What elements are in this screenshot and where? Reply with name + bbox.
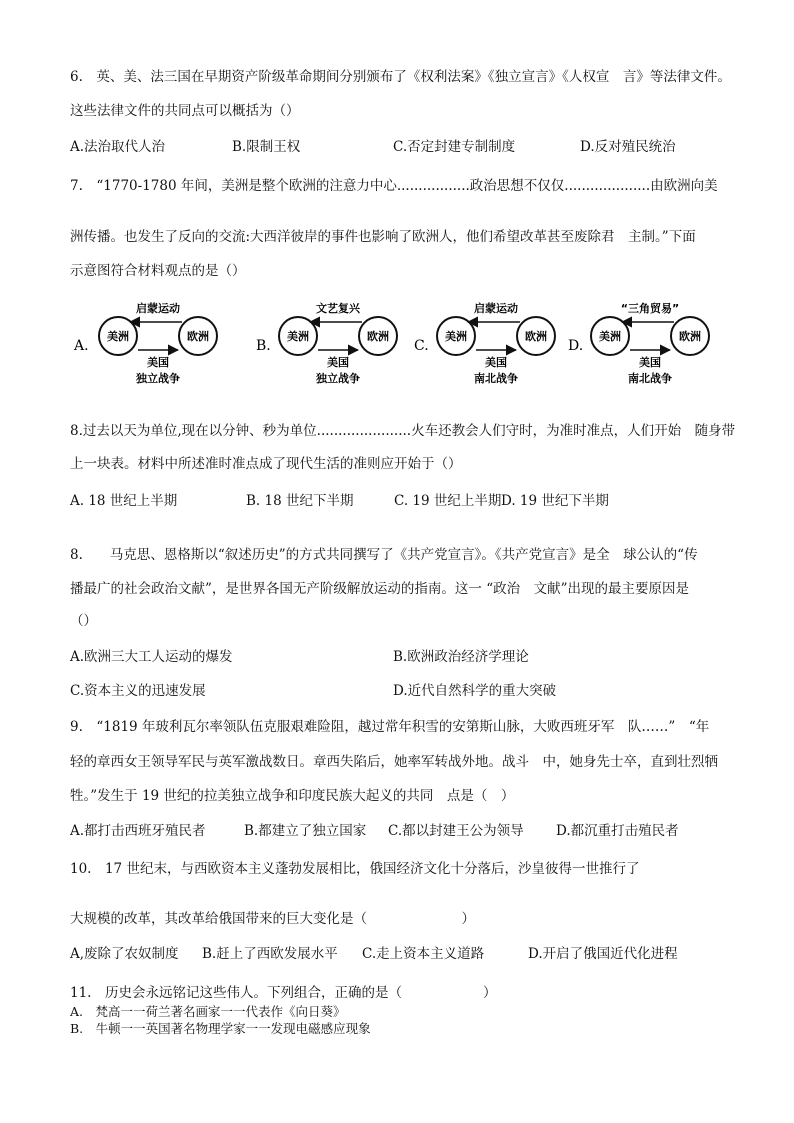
q6-option-d: D.反对殖民统治 [580,139,676,155]
q7-diagram-c-right: 欧洲 [525,330,547,343]
q7-diagram-c-bottom1: 美国 [485,356,507,369]
q7-diagram-d-left: 美洲 [599,330,621,343]
q7-diagram-c-top: 启蒙运动 [474,302,518,315]
q7-diagram-b-left: 美洲 [287,330,309,343]
q11-option-a: A. 梵高一一荷兰著名画家一一代表作《向日葵》 [70,1004,346,1019]
q10-option-c: C.走上资本主义道路 [362,946,485,962]
q7-diagram-a [73,301,217,385]
q7-diagram-b-bottom1: 美国 [327,356,349,369]
q8a-option-b: B. 18 世纪下半期 [246,493,354,509]
q7-diagram-d-letter: D. [568,338,584,354]
q7-diagram-b [256,301,397,385]
q7-stem-line1: 7. “1770-1780 年间，美洲是整个欧洲的注意力中心.................政治思想不仅仅....................由欧洲向美 [70,178,718,194]
q10-stem-line1: 10. 17 世纪末，与西欧资本主义蓬勃发展相比，俄国经济文化十分落后，沙皇彼得一世推行了 [70,861,640,877]
q8a-stem-line2: 上一块表。材料中所述准时准点成了现代生活的准则应开始于（） [70,456,462,472]
q7-diagram-a-left: 美洲 [107,330,129,343]
q8b-option-c: C.资本主义的迅速发展 [70,683,206,699]
q11-option-b: B. 牛顿一一英国著名物理学家一一发现电磁感应现象 [70,1021,371,1036]
q7-diagram-a-bottom1: 美国 [147,356,169,369]
q7-diagram-d-bottom1: 美国 [639,356,661,369]
q9-option-d: D.都沉重打击殖民者 [556,823,679,839]
q7-diagram-c-letter: C. [414,338,429,354]
q7-diagram-c-left: 美洲 [445,330,467,343]
q10-stem-line2: 大规模的改革，其改革给俄国带来的巨大变化是（ ） [70,911,475,927]
q7-diagram-a-top: 启蒙运动 [136,302,180,315]
q8b-stem-line2: 播最广的社会政治文献”，是世界各国无产阶级解放运动的指南。这一 “政治 文献”出现的最主要原因是 [70,581,689,597]
q8b-stem-line1: 8. 马克思、恩格斯以“叙述历史”的方式共同撰写了《共产党宣言》。《共产党宣言》是全 球公认的“传 [70,547,698,563]
q7-diagrams [70,298,730,390]
q7-diagram-b-right: 欧洲 [367,330,389,343]
q9-option-a: A.都打击西班牙殖民者 [70,823,206,839]
q6-stem-line1: 6. 英、美、法三国在早期资产阶级革命期间分别颁布了《权利法案》《独立宣言》《人权宣 言》等法律文件。 [70,69,731,85]
q10-option-b: B.赶上了西欧发展水平 [202,946,338,962]
q10-option-a: A,废除了农奴制度 [70,946,179,962]
q8b-option-d: D.近代自然科学的重大突破 [393,683,557,699]
q6-option-b: B.限制王权 [232,139,301,155]
q7-diagram-d-top: “三角贸易” [620,302,680,315]
q6-option-a: A.法治取代人治 [70,139,166,155]
q6-stem-line2: 这些法律文件的共同点可以概括为（） [70,103,300,119]
q9-stem-line3: 牲。”发生于 19 世纪的拉美独立战争和印度民族大起义的共同 点是（ ） [70,788,515,804]
q7-diagram-c-bottom2: 南北战争 [474,372,518,385]
q7-diagram-a-right: 欧洲 [187,330,209,343]
q8a-option-c: C. 19 世纪上半期 [394,493,502,509]
q7-diagram-c [414,301,555,385]
q7-diagram-a-letter: A. [74,338,89,354]
q8b-stem-line3: （） [70,613,97,629]
q9-stem-line1: 9. “1819 年玻利瓦尔率领队伍克服艰难险阻，越过常年积雪的安第斯山脉，大败西班牙军 队……” “年 [70,719,710,735]
q7-stem-line2: 洲传播。也发生了反向的交流:大西洋彼岸的事件也影响了欧洲人，他们希望改革甚至废除君 主制。”下面 [70,229,696,245]
q11-stem: 11. 历史会永远铭记这些伟人。下列组合，正确的是（ ） [70,985,497,1001]
q7-diagram-d-right: 欧洲 [679,330,701,343]
q10-option-d: D.开启了俄国近代化进程 [528,946,678,962]
q8a-option-a: A. 18 世纪上半期 [70,493,178,509]
q7-stem-line3: 示意图符合材料观点的是（） [70,263,246,279]
q8b-option-b: B.欧洲政治经济学理论 [393,649,529,665]
q7-diagram-b-top: 文艺复兴 [316,302,360,315]
q7-diagram-d [568,301,709,385]
q9-option-b: B.都建立了独立国家 [244,823,367,839]
q9-option-c: C.都以封建王公为领导 [388,823,524,839]
q9-stem-line2: 轻的章西女王领导军民与英军激战数日。章西失陷后，她率军转战外地。战斗 中，她身先士卒，直到壮烈牺 [70,754,718,770]
q7-diagram-b-letter: B. [256,338,271,354]
q8a-stem-line1: 8.过去以天为单位,现在以分钟、秒为单位......................火车还教会人们守时，为准时准点，人们开始 随身带 [70,423,736,439]
q7-diagram-d-bottom2: 南北战争 [628,372,672,385]
q8b-option-a: A.欧洲三大工人运动的爆发 [70,649,233,665]
q8a-option-d: D. 19 世纪下半期 [501,493,609,509]
q7-diagram-b-bottom2: 独立战争 [316,372,360,385]
q7-diagram-a-bottom2: 独立战争 [136,372,180,385]
q6-option-c: C.否定封建专制制度 [393,139,516,155]
